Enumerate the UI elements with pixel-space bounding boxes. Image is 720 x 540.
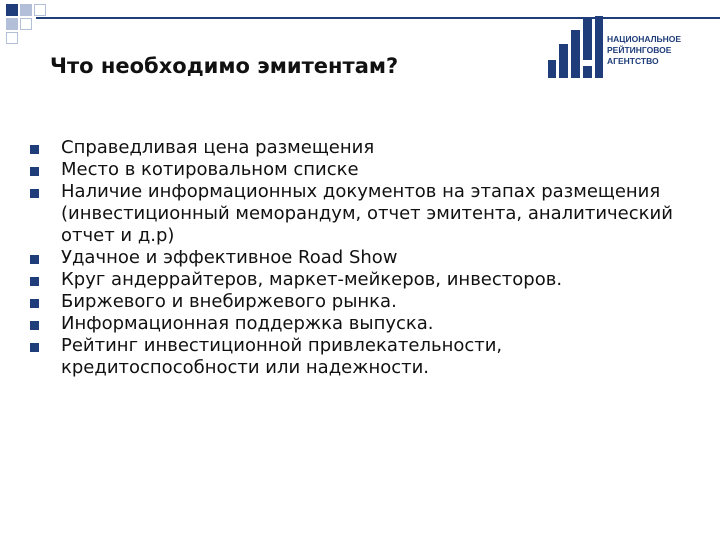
bullet-item (22, 181, 702, 247)
bullet-square-icon (30, 321, 39, 330)
bullet-item (22, 291, 702, 313)
bullet-list (22, 137, 702, 379)
bullet-text: Круг андеррайтеров, маркет-мейкеров, инвесторов. (61, 269, 563, 290)
bullet-text: Информационная поддержка выпуска. (61, 313, 434, 334)
bullet-square-icon (30, 145, 39, 154)
slide-title: Что необходимо эмитентам? (50, 54, 399, 78)
bullet-square-icon (30, 343, 39, 352)
bullet-square-icon (30, 277, 39, 286)
bullet-item (22, 335, 702, 379)
bullet-item (22, 247, 702, 269)
logo-bars-icon (548, 16, 604, 80)
bullet-square-icon (30, 299, 39, 308)
logo-line: АГЕНТСТВО (607, 56, 659, 66)
bullet-item (22, 269, 702, 291)
bullet-text: Наличие информационных документов на этапах размещения (инвестиционный меморандум, отчет эмитента, аналитический отчет и д.р) (61, 181, 673, 246)
bullet-square-icon (30, 167, 39, 176)
bullet-text: Место в котировальном списке (61, 159, 359, 180)
logo-line: РЕЙТИНГОВОЕ (607, 45, 672, 55)
bullet-item (22, 137, 702, 159)
bullet-text: Рейтинг инвестиционной привлекательности, кредитоспособности или надежности. (61, 335, 503, 378)
bullet-text: Справедливая цена размещения (61, 137, 375, 158)
bullet-text: Удачное и эффективное Road Show (61, 247, 398, 268)
bullet-square-icon (30, 255, 39, 264)
bullet-item (22, 159, 702, 181)
corner-decoration (0, 0, 60, 60)
agency-logo (548, 14, 718, 84)
logo-text (607, 34, 681, 67)
bullet-item (22, 313, 702, 335)
bullet-text: Биржевого и внебиржевого рынка. (61, 291, 397, 312)
logo-line: НАЦИОНАЛЬНОЕ (607, 34, 682, 44)
bullet-square-icon (30, 189, 39, 198)
